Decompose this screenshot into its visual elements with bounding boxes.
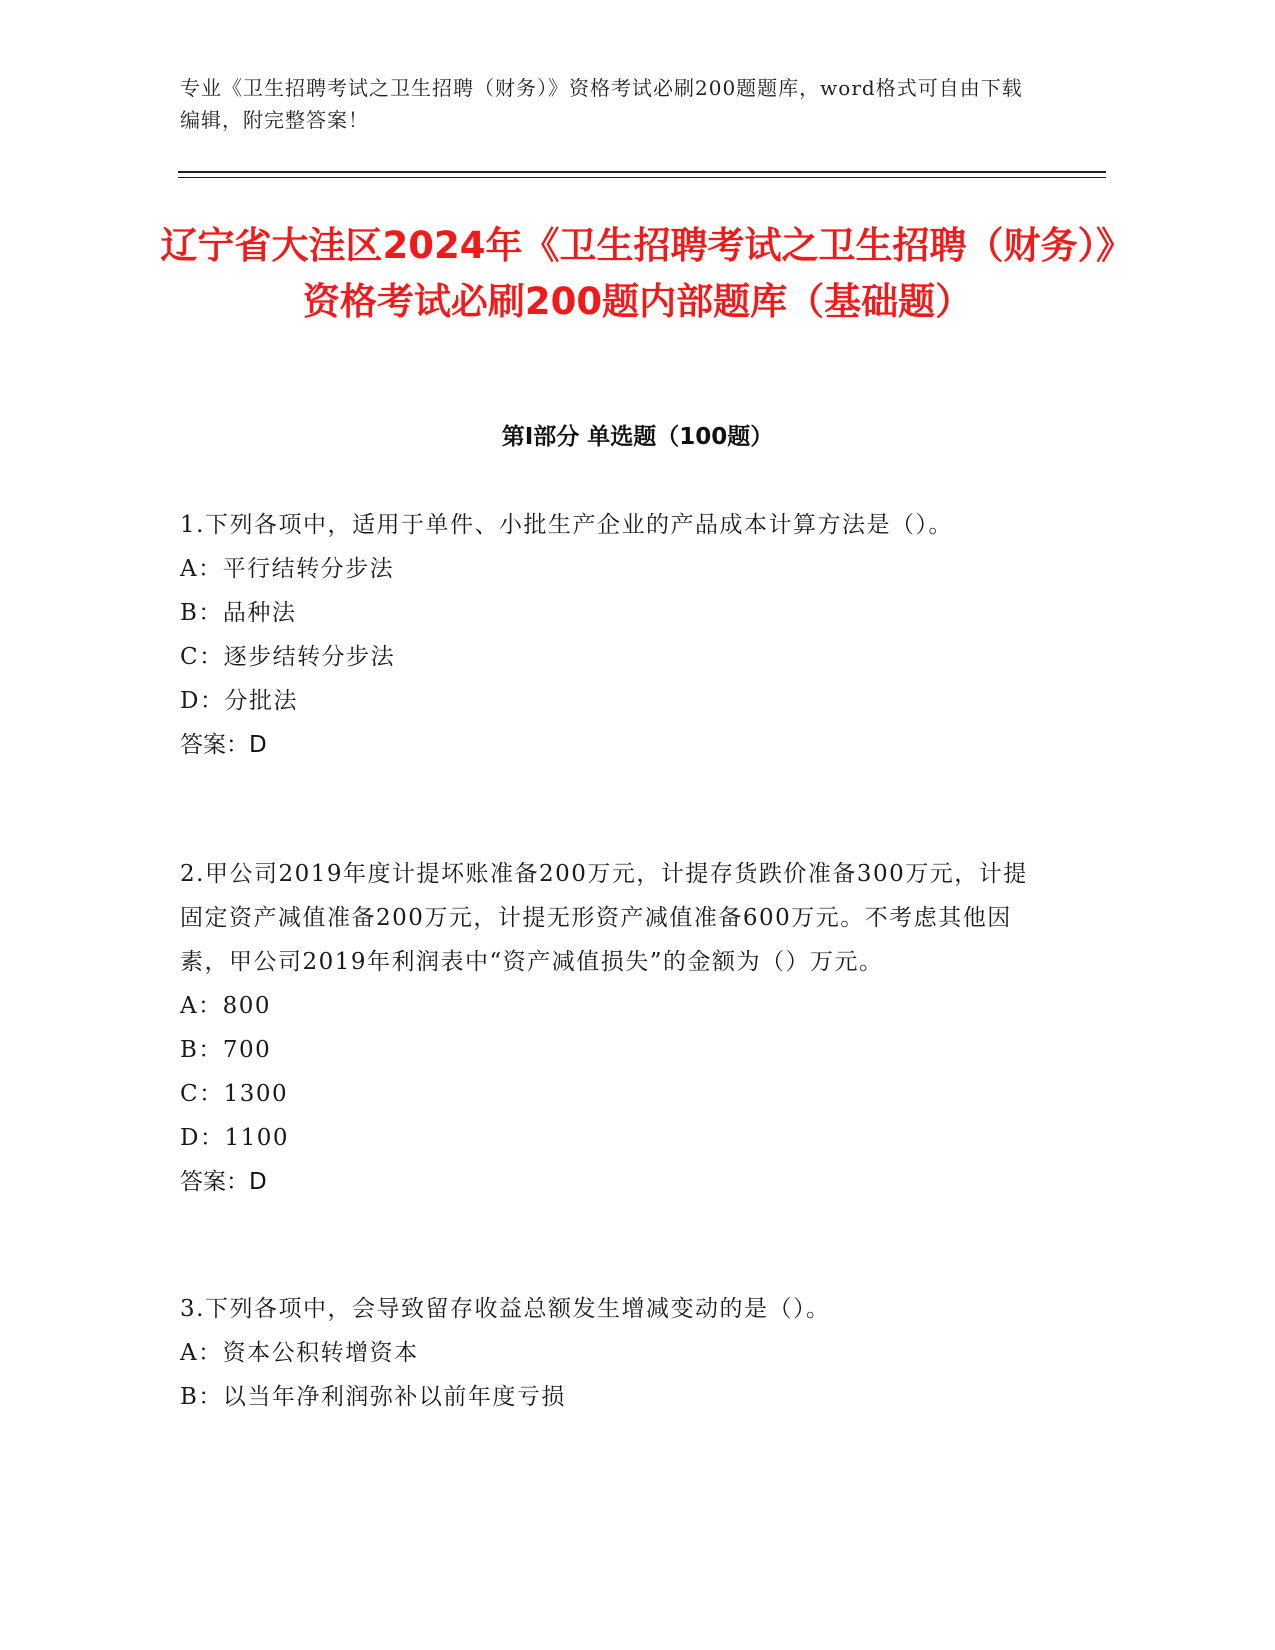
option-d: D：1100 — [180, 1125, 289, 1151]
question-stem: 1.下列各项中，适用于单件、小批生产企业的产品成本计算方法是（）。 — [180, 512, 953, 538]
question-1 — [180, 503, 1040, 767]
option-a: A：平行结转分步法 — [180, 556, 395, 582]
question-stem: 3.下列各项中，会导致留存收益总额发生增减变动的是（）。 — [180, 1296, 831, 1322]
option-c: C：逐步结转分步法 — [180, 644, 396, 670]
option-b: B：700 — [180, 1037, 272, 1063]
option-a: A：资本公积转增资本 — [180, 1340, 419, 1366]
question-stem: 2.甲公司2019年度计提坏账准备200万元，计提存货跌价准备300万元，计提固定资产减值准备200万元，计提无形资产减值准备600万元。不考虑其他因素，甲公司2019年利润表中“资产减值损失”的金额为（）万元。 — [180, 861, 1028, 975]
question-3 — [180, 1287, 1040, 1419]
document-title: 辽宁省大洼区2024年《卫生招聘考试之卫生招聘（财务）》资格考试必刷200题内部题库（基础题） — [160, 224, 1115, 323]
option-c: C：1300 — [180, 1081, 289, 1107]
option-b: B：以当年净利润弥补以前年度亏损 — [180, 1384, 566, 1410]
answer: 答案：D — [180, 1169, 267, 1195]
option-b: B：品种法 — [180, 600, 297, 626]
option-d: D：分批法 — [180, 688, 298, 714]
header-divider-thin — [178, 177, 1106, 178]
section-title: 第I部分 单选题（100题） — [501, 424, 774, 450]
header-note: 专业《卫生招聘考试之卫生招聘（财务）》资格考试必刷200题题库，word格式可自由下载编辑，附完整答案！ — [180, 76, 1023, 132]
header-divider-thick — [178, 171, 1106, 173]
answer: 答案：D — [180, 732, 267, 758]
option-a: A：800 — [180, 993, 272, 1019]
question-2 — [180, 852, 1040, 1204]
